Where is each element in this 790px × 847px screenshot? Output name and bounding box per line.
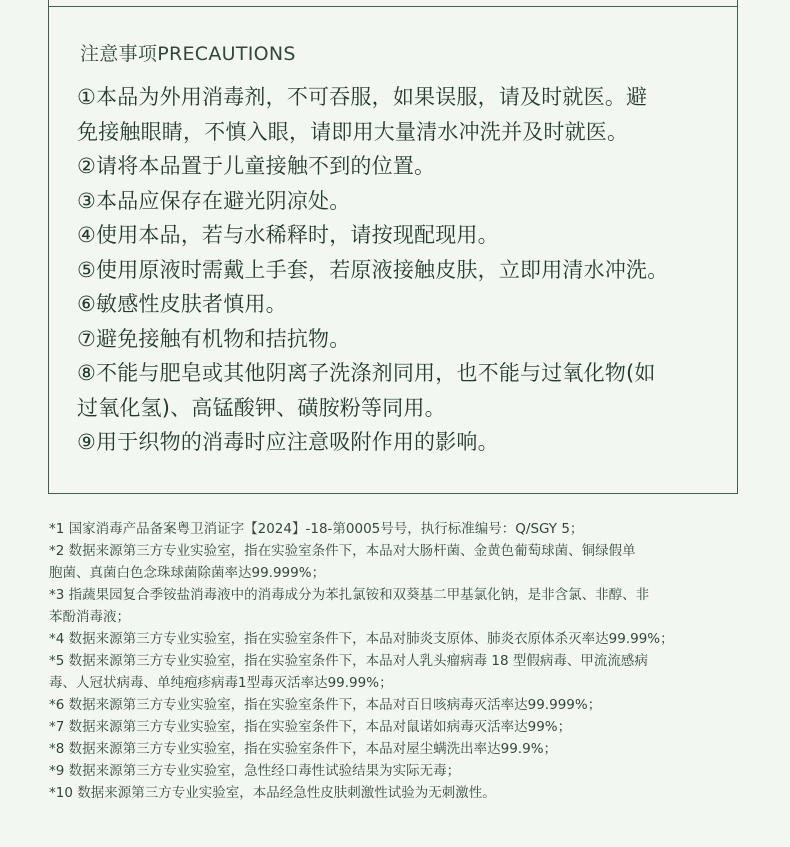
precaution-line: ②请将本品置于儿童接触不到的位置。 xyxy=(77,154,436,178)
precaution-line: ③本品应保存在避光阴凉处。 xyxy=(77,188,351,213)
precaution-line: ①本品为外用消毒剂，不可吞服，如果误服，请及时就医。避 xyxy=(77,85,648,109)
precaution-line: ⑤使用原液时需戴上手套，若原液接触皮肤，立即用清水冲洗。 xyxy=(77,257,669,282)
precaution-line: 免接触眼睛，不慎入眼，请即用大量清水冲洗并及时就医。 xyxy=(77,119,629,144)
footnote-line: 胞菌、真菌白色念珠球菌除菌率达99.999%； xyxy=(49,565,326,581)
footnote-line: *3 指蔬果园复合季铵盐消毒液中的消毒成分为苯扎氯铵和双葵基二甲基氯化钠，是非含氯、非醇、非 xyxy=(49,587,650,603)
footnote-line: *8 数据来源第三方专业实验室，指在实验室条件下，本品对屋尘螨洗出率达99.9%； xyxy=(49,741,558,757)
precautions-title: 注意事项PRECAUTIONS xyxy=(80,43,296,65)
footnote-line: *9 数据来源第三方专业实验室，急性经口毒性试验结果为实际无毒； xyxy=(49,763,461,779)
footnote-line: *2 数据来源第三方专业实验室，指在实验室条件下，本品对大肠杆菌、金黄色葡萄球菌、铜绿假单 xyxy=(49,543,636,559)
footnotes-list xyxy=(49,518,764,804)
footnote-line: *7 数据来源第三方专业实验室，指在实验室条件下，本品对鼠诺如病毒灭活率达99%； xyxy=(49,719,572,735)
precaution-line: 过氧化氢)、高锰酸钾、磺胺粉等同用。 xyxy=(77,395,446,420)
precaution-line: ④使用本品，若与水稀释时，请按现配现用。 xyxy=(77,223,499,247)
precaution-line: ⑧不能与肥皂或其他阴离子洗涤剂同用，也不能与过氧化物(如 xyxy=(77,361,656,385)
precaution-line: ⑥敏感性皮肤者慎用。 xyxy=(77,292,287,316)
footnote-line: *10 数据来源第三方专业实验室，本品经急性皮肤刺激性试验为无刺激性。 xyxy=(49,785,496,801)
footnote-line: *6 数据来源第三方专业实验室，指在实验室条件下，本品对百日咳病毒灭活率达99.999%； xyxy=(49,697,602,713)
precaution-line: ⑨用于织物的消毒时应注意吸附作用的影响。 xyxy=(77,430,499,454)
footnote-line: *1 国家消毒产品备案粤卫消证字【2024】-18-第0005号号，执行标准编号：Q/SGY 5； xyxy=(49,521,584,537)
footnote-line: *5 数据来源第三方专业实验室，指在实验室条件下，本品对人乳头瘤病毒 18 型假病毒、甲流流感病 xyxy=(49,653,648,669)
precaution-line: ⑦避免接触有机物和拮抗物。 xyxy=(77,326,351,351)
precautions-panel xyxy=(48,0,738,494)
footnote-line: 毒、人冠状病毒、单纯疱疹病毒1型毒灭活率达99.99%； xyxy=(49,675,393,691)
precautions-list xyxy=(77,80,733,460)
footnote-line: 苯酚消毒液； xyxy=(49,609,130,625)
footnote-line: *4 数据来源第三方专业实验室，指在实验室条件下，本品对肺炎支原体、肺炎衣原体杀灭率达99.99%； xyxy=(49,631,674,647)
panel-divider xyxy=(49,6,737,7)
